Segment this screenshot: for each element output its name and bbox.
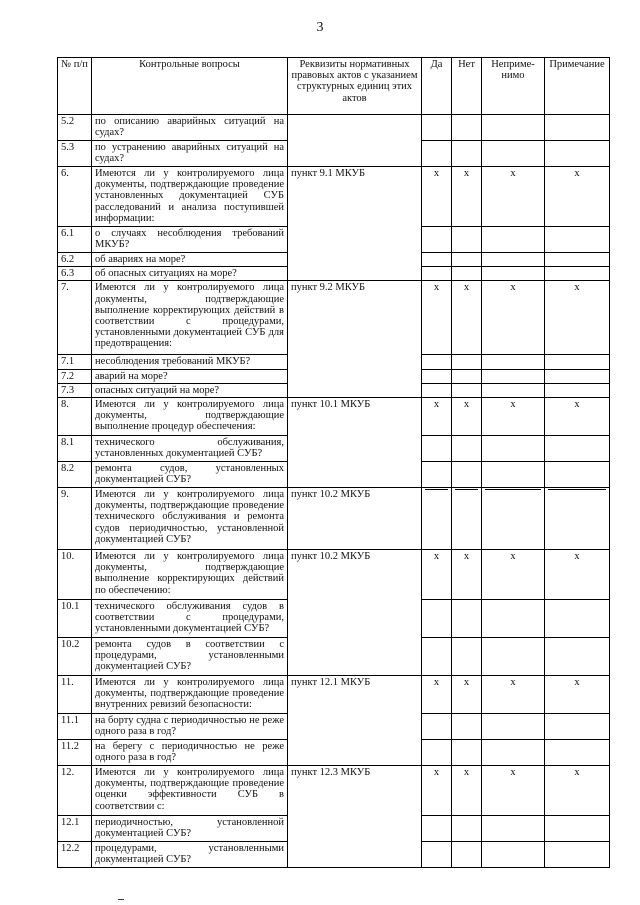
requisites-cell: пункт 10.1 МКУБ: [288, 398, 422, 488]
question-text: ремонта судов в соответствии с процедурами, установленными документацией СУБ?: [92, 638, 288, 676]
question-text: Имеются ли у контролируемого лица документы, подтверждающие выполнение корректирующих действий в соответствии с процедурами, установленными документацией СУБ для предотвращения:: [92, 281, 288, 355]
no-mark: x: [452, 398, 482, 436]
yes-mark: x: [422, 398, 452, 436]
requisites-cell: пункт 12.1 МКУБ: [288, 676, 422, 766]
table-row: [58, 115, 610, 141]
requisites-cell: пункт 10.2 МКУБ: [288, 488, 422, 550]
question-text: Имеются ли у контролируемого лица документы, подтверждающие проведение технического обслуживания и ремонта судов периодичностью, установленной документацией СУБ?: [92, 488, 288, 550]
question-text: периодичностью, установленной документацией СУБ?: [92, 816, 288, 842]
row-number: 12.1: [58, 816, 92, 842]
row-number: 6.1: [58, 227, 92, 253]
na-mark: x: [482, 550, 545, 600]
question-text: технического обслуживания, установленных документацией СУБ?: [92, 436, 288, 462]
no-mark: x: [452, 766, 482, 816]
row-number: 8.2: [58, 462, 92, 488]
table-row: [58, 488, 610, 550]
note-mark: x: [545, 676, 610, 714]
header-row: [58, 58, 610, 115]
row-number: 6.3: [58, 267, 92, 281]
question-text: несоблюдения требований МКУБ?: [92, 355, 288, 369]
question-text: Имеются ли у контролируемого лица документы, подтверждающие выполнение процедур обеспечения:: [92, 398, 288, 436]
yes-mark: x: [422, 550, 452, 600]
row-number: 8.: [58, 398, 92, 436]
row-number: 7.1: [58, 355, 92, 369]
requisites-cell: [288, 115, 422, 167]
question-text: Имеются ли у контролируемого лица документы, подтверждающие проведение внутренних ревизий безопасности:: [92, 676, 288, 714]
no-mark: x: [452, 550, 482, 600]
question-text: об авариях на море?: [92, 253, 288, 267]
requisites-cell: пункт 9.2 МКУБ: [288, 281, 422, 398]
table-row: [58, 167, 610, 227]
row-number: 11.1: [58, 714, 92, 740]
no-mark: x: [452, 676, 482, 714]
question-text: ремонта судов, установленных документацией СУБ?: [92, 462, 288, 488]
na-mark: x: [482, 398, 545, 436]
requisites-cell: пункт 9.1 МКУБ: [288, 167, 422, 281]
row-number: 6.: [58, 167, 92, 227]
row-number: 6.2: [58, 253, 92, 267]
table-row: [58, 550, 610, 600]
yes-mark: x: [422, 766, 452, 816]
row-number: 10.: [58, 550, 92, 600]
question-text: Имеются ли у контролируемого лица документы, подтверждающие выполнение корректирующих действий по обеспечению:: [92, 550, 288, 600]
col-header-no: Нет: [452, 58, 482, 115]
table-row: [58, 766, 610, 816]
row-number: 7.: [58, 281, 92, 355]
col-header-requisites: Реквизиты нормативных правовых актов с указанием структурных единиц этих актов: [288, 58, 422, 115]
question-text: Имеются ли у контролируемого лица документы, подтверждающие проведение оценки эффективности СУБ в соответствии с:: [92, 766, 288, 816]
row-number: 11.2: [58, 740, 92, 766]
col-header-note: Примечание: [545, 58, 610, 115]
question-text: по описанию аварийных ситуаций на судах?: [92, 115, 288, 141]
question-text: Имеются ли у контролируемого лица документы, подтверждающие проведение установленных документацией СУБ расследований и анализа поступившей информации:: [92, 167, 288, 227]
checklist-table: [57, 57, 610, 868]
question-text: об опасных ситуациях на море?: [92, 267, 288, 281]
note-mark: x: [545, 766, 610, 816]
row-number: 8.1: [58, 436, 92, 462]
na-mark: x: [482, 766, 545, 816]
requisites-cell: пункт 10.2 МКУБ: [288, 550, 422, 676]
row-number: 7.2: [58, 369, 92, 383]
table-row: [58, 281, 610, 355]
question-text: по устранению аварийных ситуаций на судах?: [92, 141, 288, 167]
page-number: 3: [316, 20, 324, 35]
table-row: [58, 676, 610, 714]
requisites-cell: пункт 12.3 МКУБ: [288, 766, 422, 868]
col-header-not-applicable: Неприме-нимо: [482, 58, 545, 115]
note-mark: x: [545, 550, 610, 600]
na-mark: x: [482, 676, 545, 714]
table-row: [58, 398, 610, 436]
row-number: 5.2: [58, 115, 92, 141]
row-number: 12.2: [58, 842, 92, 868]
yes-mark: x: [422, 167, 452, 227]
question-text: о случаях несоблюдения требований МКУБ?: [92, 227, 288, 253]
col-header-question: Контрольные вопросы: [92, 58, 288, 115]
row-number: 10.1: [58, 600, 92, 638]
row-number: 9.: [58, 488, 92, 550]
question-text: на берегу с периодичностью не реже одного раза в год?: [92, 740, 288, 766]
no-mark: x: [452, 281, 482, 355]
row-number: 12.: [58, 766, 92, 816]
row-number: 11.: [58, 676, 92, 714]
row-number: 10.2: [58, 638, 92, 676]
no-mark: x: [452, 167, 482, 227]
question-text: технического обслуживания судов в соответствии с процедурами, установленными документацией СУБ?: [92, 600, 288, 638]
col-header-num: № п/п: [58, 58, 92, 115]
row-number: 5.3: [58, 141, 92, 167]
col-header-yes: Да: [422, 58, 452, 115]
question-text: опасных ситуаций на море?: [92, 383, 288, 397]
na-mark: x: [482, 167, 545, 227]
note-mark: x: [545, 167, 610, 227]
scan-mark: [118, 899, 124, 900]
na-mark: x: [482, 281, 545, 355]
question-text: на борту судна с периодичностью не реже одного раза в год?: [92, 714, 288, 740]
note-mark: x: [545, 281, 610, 355]
question-text: процедурами, установленными документацией СУБ?: [92, 842, 288, 868]
yes-mark: x: [422, 281, 452, 355]
question-text: аварий на море?: [92, 369, 288, 383]
row-number: 7.3: [58, 383, 92, 397]
yes-mark: x: [422, 676, 452, 714]
note-mark: x: [545, 398, 610, 436]
